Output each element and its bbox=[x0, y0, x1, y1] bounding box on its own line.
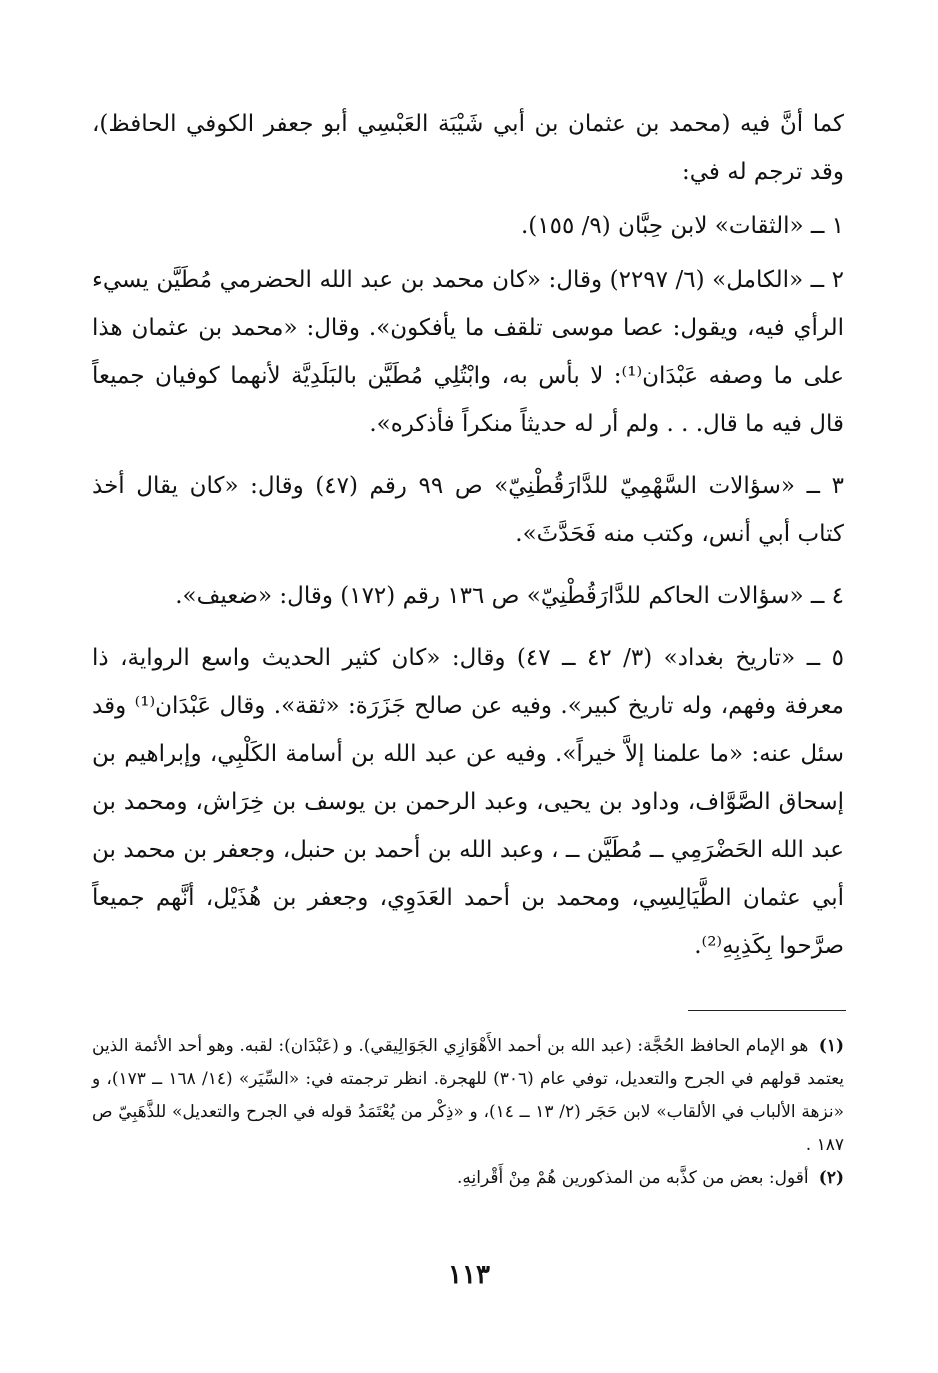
footnotes bbox=[92, 1030, 844, 1195]
entry-2: ٢ ــ «الكامل» (٦/ ٢٢٩٧) وقال: «كان محمد بن عبد الله الحضرمي مُطَيَّن يسيء الرأي فيه، ويقول: عصا موسى تلقف ما يأفكون». وقال: «محمد بن عثمان هذا على ما وصفه عَبْدَان⁽¹⁾: لا بأس به، وابْتُلِي مُطَيَّن بالبَلَدِيَّة لأنهما كوفيان جميعاً قال فيه ما قال. . . ولم أر له حديثاً منكراً فأذكره». bbox=[92, 267, 845, 437]
entry-5: ٥ ــ «تاريخ بغداد» (٣/ ٤٢ ــ ٤٧) وقال: «كان كثير الحديث واسع الرواية، ذا معرفة وفهم، وله تاريخ كبير». وفيه عن صالح جَزَرَة: «ثقة». وقال عَبْدَان⁽¹⁾ وقد سئل عنه: «ما علمنا إلاَّ خيراً». وفيه عن عبد الله بن أسامة الكَلْبِي، وإبراهيم بن إسحاق الصَّوَّاف، وداود بن يحيى، وعبد الرحمن بن يوسف بن خِرَاش، ومحمد بن عبد الله الحَضْرَمِي ــ مُطَيَّن ــ ، وعبد الله بن أحمد بن حنبل، وجعفر بن محمد بن أبي عثمان الطَّيَالِسِي، ومحمد بن أحمد العَدَوِي، وجعفر بن هُذَيْل، أنَّهم جميعاً صرَّحوا بِكَذِبِهِ⁽²⁾. bbox=[92, 645, 844, 959]
footnote-text: هو الإمام الحافظ الحُجَّة: (عبد الله بن أحمد الأَهْوَازِي الجَوَالِيقي). و (عَبْدَان): لقبه. وهو أحد الأئمة الذين يعتمد قولهم في الجرح والتعديل، توفي عام (٣٠٦) للهجرة. انظر ترجمته في: «السِّيَر» (١٤/ ١٦٨ ــ ١٧٣)، و «نزهة الألباب في الألقاب» لابن حَجَر (٢/ ١٣ ــ ١٤)، و «ذِكْر من يُعْتَمَدُ قوله في الجرح والتعديل» للذَّهَبِيّ ص ١٨٧ . bbox=[92, 1036, 845, 1155]
entry-4: ٤ ــ «سؤالات الحاكم للدَّارَقُطْنِيّ» ص ١٣٦ رقم (١٧٢) وقال: «ضعيف». bbox=[175, 583, 844, 609]
footnote-number: (٢) bbox=[818, 1168, 844, 1188]
main-text bbox=[92, 100, 844, 984]
footnote-separator bbox=[688, 1010, 846, 1011]
entry-1: ١ ــ «الثقات» لابن حِبَّان (٩/ ١٥٥). bbox=[520, 213, 844, 239]
intro-paragraph: كما أنَّ فيه (محمد بن عثمان بن أبي شَيْبَة العَبْسِي أبو جعفر الكوفي الحافظ)، وقد ترجم له في: bbox=[92, 111, 844, 185]
footnote-1 bbox=[92, 1030, 844, 1162]
entry-3: ٣ ــ «سؤالات السَّهْمِيّ للدَّارَقُطْنِيّ» ص ٩٩ رقم (٤٧) وقال: «كان يقال أخذ كتاب أبي أنس، وكتب منه فَحَدَّثَ». bbox=[92, 473, 844, 547]
page-number: ١١٣ bbox=[448, 1260, 490, 1290]
footnote-number: (١) bbox=[818, 1036, 845, 1056]
footnote-2 bbox=[92, 1162, 844, 1195]
footnote-text: أقول: بعض من كذَّبه من المذكورين هُمْ مِنْ أَقْرانِهِ. bbox=[456, 1168, 809, 1188]
